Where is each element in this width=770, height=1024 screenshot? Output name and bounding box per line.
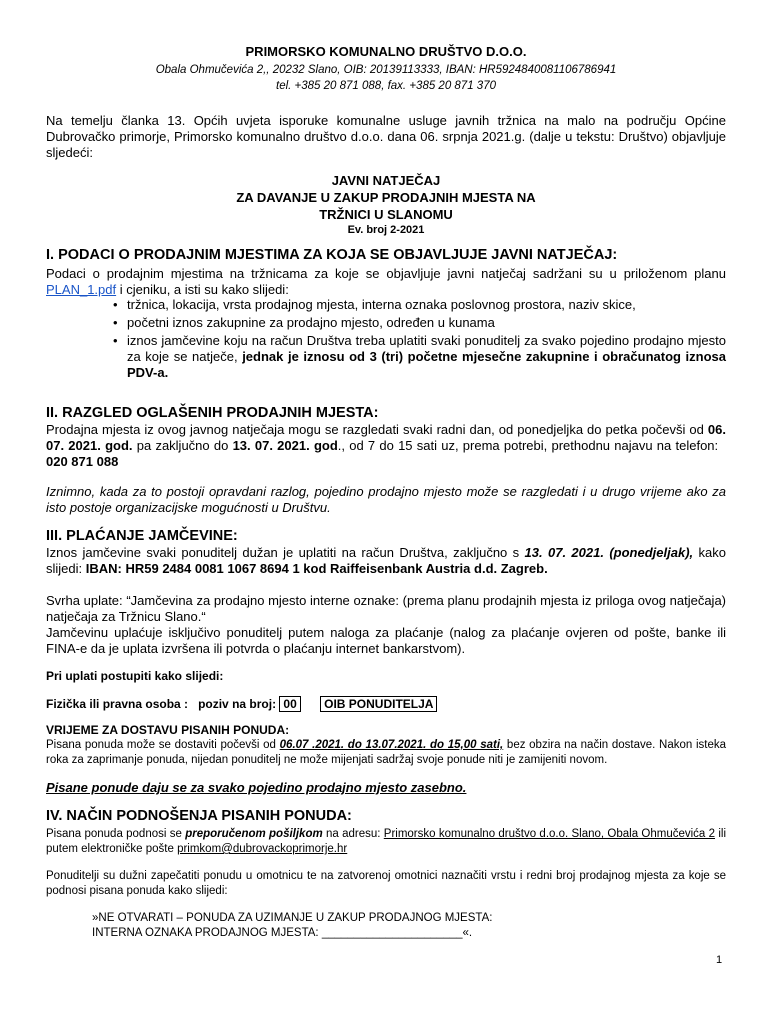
section-1-text-b: i cjeniku, a isti su kako slijedi: <box>119 282 289 297</box>
iban-text: IBAN: HR59 2484 0081 1067 8694 1 kod Raiffeisenbank Austria d.d. Zagreb. <box>85 561 548 576</box>
ev-broj: Ev. broj 2-2021 <box>347 224 425 236</box>
title-line-1: JAVNI NATJEČAJ <box>331 173 441 188</box>
section-4-paragraph: Pisana ponuda podnosi se preporučenom pošiljkom na adresu: Primorsko komunalno društvo d.o.o. Slano, Obala Ohmučevića 2 ili putem elektroničke pošte primkom@dubrovackoprimorje.hr <box>46 828 726 855</box>
section-2-paragraph: Prodajna mjesta iz ovog javnog natječaja mogu se razgledati svaki radni dan, od ponedjeljka do petka počevši od 06. 07. 2021. god. pa zaključno do 13. 07. 2021. god., od 7 do 15 sati uz, prema potrebi, prethodnu najavu na telefon: 020 871 088 <box>46 422 726 469</box>
section-1-heading: I. PODACI O PRODAJNIM MJESTIMA ZA KOJA SE OBJAVLJUJE JAVNI NATJEČAJ: <box>46 247 618 263</box>
section-3-paragraph: Iznos jamčevine svaki ponuditelj dužan je uplatiti na račun Društva, zaključno s 13. 07. 2021. (ponedjeljak), kako slijedi: IBAN: HR59 2484 0081 1067 8694 1 kod Raiffeisenbank Austria d.d. Zagreb. <box>46 545 726 576</box>
emphasis-note: Pisane ponude daju se za svako pojedino prodajno mjesto zasebno. <box>46 780 467 795</box>
section-4-envelope-paragraph: Ponuditelji su dužni zapečatiti ponudu u omotnicu te na zatvorenoj omotnici naznačiti vrstu i redni broj prodajnog mjesta za koje se podnosi pisana ponuda kako slijedi: <box>46 870 726 897</box>
envelope-quote-2: INTERNA OZNAKA PRODAJNOG MJESTA: ______________________«. <box>92 927 473 939</box>
plan-pdf-link[interactable]: PLAN_1.pdf <box>46 282 117 297</box>
poziv-label: poziv na broj: <box>198 697 277 711</box>
contact-phone: 020 871 088 <box>46 454 119 469</box>
section-1-intro <box>46 266 726 298</box>
section-2-heading: II. RAZGLED OGLAŠENIH PRODAJNIH MJESTA: <box>46 405 379 421</box>
list-item: • iznos jamčevine koju na račun Društva treba uplatiti svaki ponuditelj za svako pojedino prodajno mjesto za koje se natječe, jednak je iznosu od 3 (tri) početne mjesečne zakupnine i obračunatog iznosa PDV-a. <box>113 333 726 380</box>
page-number: 1 <box>716 954 723 966</box>
pri-uplati-label: Pri uplati postupiti kako slijedi: <box>46 669 224 683</box>
list-item: • početni iznos zakupnine za prodajno mjesto, određen u kunama <box>113 315 495 330</box>
intro-paragraph: Na temelju članka 13. Općih uvjeta isporuke komunalne usluge javnih tržnica na malo na području Općine Dubrovačko primorje, Primorsko komunalno društvo d.o.o. dana 06. srpnja 2021.g. (dalje u tekstu: Društvo) objavljuje sljedeći: <box>46 113 726 160</box>
company-contact: tel. +385 20 871 088, fax. +385 20 871 370 <box>276 80 496 92</box>
address-link[interactable]: Primorsko komunalno društvo d.o.o. Slano, Obala Ohmučevića 2 <box>383 828 716 840</box>
company-name: PRIMORSKO KOMUNALNO DRUŠTVO D.O.O. <box>245 44 527 59</box>
section-1-bullet-list <box>46 297 726 381</box>
vrijeme-heading: VRIJEME ZA DOSTAVU PISANIH PONUDA: <box>46 723 290 737</box>
section-3-heading: III. PLAĆANJE JAMČEVINE: <box>46 528 238 544</box>
envelope-quote-1: »NE OTVARATI – PONUDA ZA UZIMANJE U ZAKUP PRODAJNOG MJESTA: <box>92 912 493 924</box>
svrha-uplate: Svrha uplate: “Jamčevina za prodajno mjesto interne oznake: (prema planu prodajnih mjesta iz priloga ovog natječaja) natječaja za Tržnicu Slano.“ <box>46 593 726 624</box>
list-item: • tržnica, lokacija, vrsta prodajnog mjesta, interna oznaka poslovnog prostora, naziv skice, <box>113 297 636 312</box>
title-line-2: ZA DAVANJE U ZAKUP PRODAJNIH MJESTA NA <box>236 190 536 205</box>
nalog-paragraph: Jamčevinu uplaćuje isključivo ponuditelj putem naloga za plaćanje (nalog za plaćanje ovjeren od pošte, banke ili FINA-e da je uplata izvršena ili potvrda o plaćanju internet bankarstvom). <box>46 625 726 656</box>
poziv-box: 00 <box>279 696 300 712</box>
section-1-text-a: Podaci o prodajnim mjestima na tržnicama za koje se objavljuje javni natječaj sadržani su u priloženom planu <box>46 266 726 281</box>
bullet-icon: • <box>113 315 118 330</box>
title-line-3: TRŽNICI U SLANOMU <box>319 207 453 222</box>
payment-reference-row <box>46 696 726 712</box>
vrijeme-paragraph: Pisana ponuda može se dostaviti počevši od 06.07 .2021. do 13.07.2021. do 15,00 sati, bez obzira na način dostave. Nakon isteka roka za zaprimanje ponuda, nijedan ponuditelj ne može mijenjati sadržaj svoje ponude niti je zamijeniti novom. <box>46 739 726 766</box>
bullet-icon: • <box>113 333 118 348</box>
email-link[interactable]: primkom@dubrovackoprimorje.hr <box>177 843 348 855</box>
section-2-note: Iznimno, kada za to postoji opravdani razlog, pojedino prodajno mjesto može se razgledati i u drugo vrijeme ako za isto postoje organizacijske mogućnosti u Društvu. <box>46 484 726 515</box>
bullet-icon: • <box>113 297 118 312</box>
company-address: Obala Ohmučevića 2,, 20232 Slano, OIB: 20139113333, IBAN: HR5924840081106786941 <box>155 64 617 76</box>
fizicka-label: Fizička ili pravna osoba : <box>46 697 189 711</box>
oib-box: OIB PONUDITELJA <box>320 696 437 712</box>
section-4-heading: IV. NAČIN PODNOŠENJA PISANIH PONUDA: <box>46 808 352 824</box>
